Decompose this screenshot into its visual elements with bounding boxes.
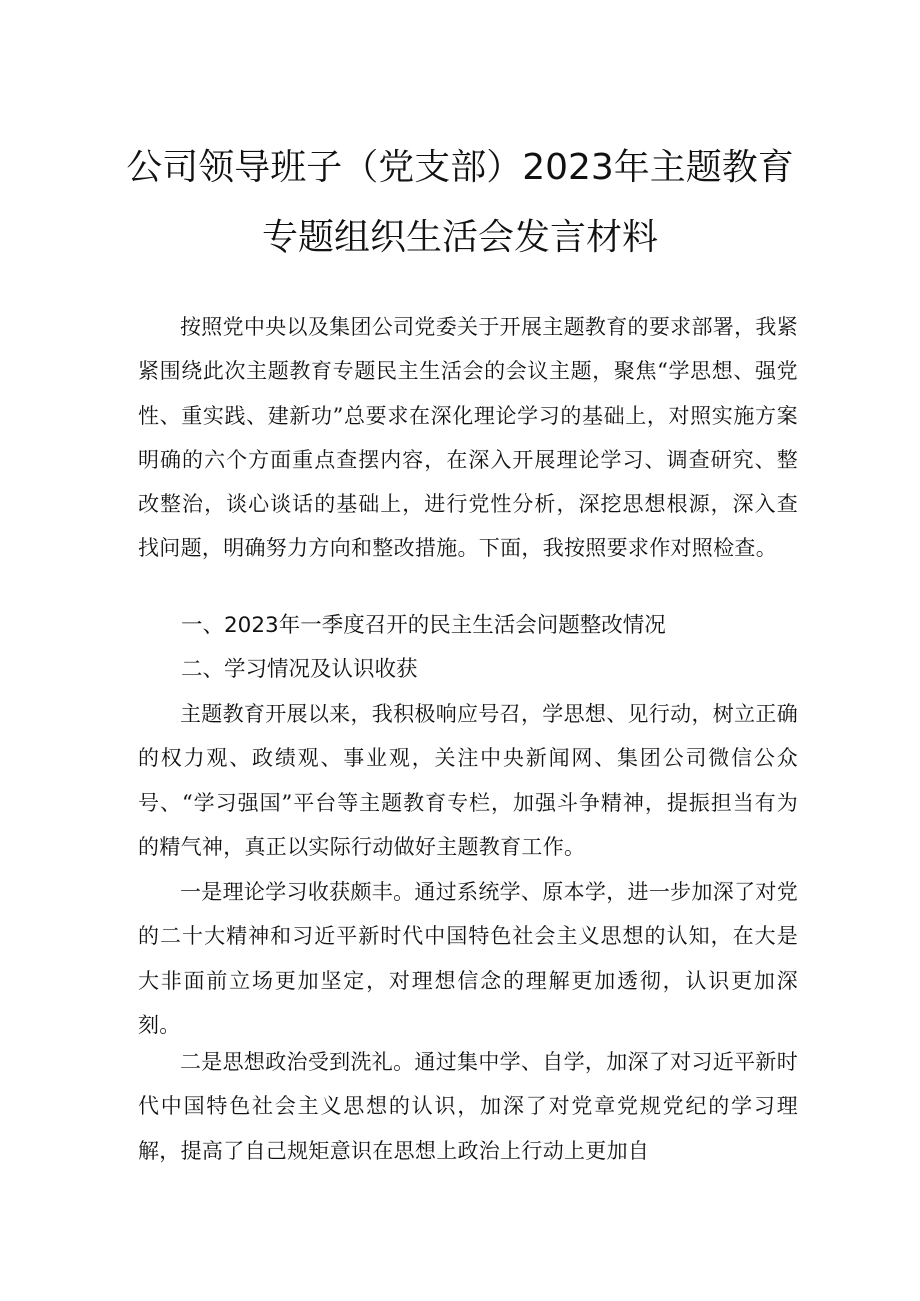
point-one-paragraph: 一是理论学习收获颇丰。通过系统学、原本学，进一步加深了对党的二十大精神和习近平新时代中国特色社会主义思想的认知，在大是大非面前立场更加坚定，对理想信念的理解更加透彻，认识更加深刻。: [138, 880, 798, 1037]
section-heading-1: 一、2023年一季度召开的民主生活会问题整改情况: [181, 613, 666, 638]
document-title-line-1: 公司领导班子（党支部）2023年主题教育: [126, 147, 794, 188]
point-two-paragraph: 二是思想政治受到洗礼。通过集中学、自学，加深了对习近平新时代中国特色社会主义思想的认识，加深了对党章党规党纪的学习理解，提高了自己规矩意识在思想上政治上行动上更加自: [138, 1050, 798, 1163]
study-paragraph: 主题教育开展以来，我积极响应号召，学思想、见行动，树立正确的权力观、政绩观、事业观，关注中央新闻网、集团公司微信公众号、“学习强国”平台等主题教育专栏，加强斗争精神，提振担当有为的精气神，真正以实际行动做好主题教育工作。: [138, 702, 798, 859]
intro-paragraph: 按照党中央以及集团公司党委关于开展主题教育的要求部署，我紧紧围绕此次主题教育专题民主生活会的会议主题，聚焦“学思想、强党性、重实践、建新功”总要求在深化理论学习的基础上，对照实施方案明确的六个方面重点查摆内容，在深入开展理论学习、调查研究、整改整治，谈心谈话的基础上，进行党性分析，深挖思想根源，深入查找问题，明确努力方向和整改措施。下面，我按照要求作对照检查。: [138, 315, 798, 561]
document-title-line-2: 专题组织生活会发言材料: [261, 217, 658, 258]
section-heading-2: 二、学习情况及认识收获: [181, 657, 418, 682]
